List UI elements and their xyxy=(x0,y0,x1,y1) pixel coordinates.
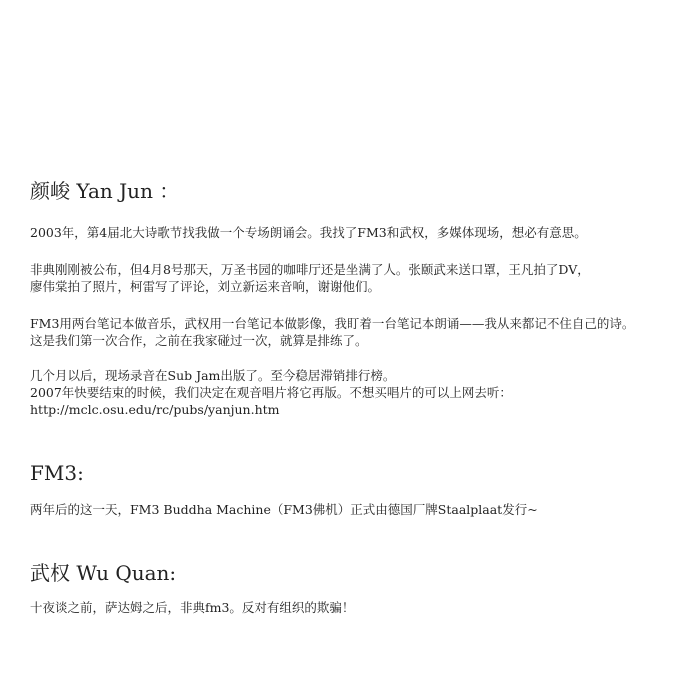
url-link[interactable]: http://mclc.osu.edu/rc/pubs/yanjun.htm xyxy=(30,402,280,417)
heading-fm3: FM3: xyxy=(30,461,84,485)
paragraph-line: 2007年快要结束的时候，我们决定在观音唱片将它再版。不想买唱片的可以上网去听： xyxy=(30,385,512,400)
heading-wu-quan: 武权 Wu Quan: xyxy=(30,561,177,585)
paragraph-line: 廖伟棠拍了照片，柯雷写了评论，刘立新运来音响，谢谢他们。 xyxy=(30,279,381,294)
paragraph-line: FM3用两台笔记本做音乐，武权用一台笔记本做影像，我盯着一台笔记本朗诵——我从来都记不住自己的诗。 xyxy=(30,316,635,331)
paragraph-line: 非典刚刚被公布，但4月8号那天，万圣书园的咖啡厅还是坐满了人。张颐武来送口罩，王凡拍了DV， xyxy=(30,262,590,277)
heading-yan-jun: 颜峻 Yan Jun ： xyxy=(30,179,180,203)
paragraph-line: 2003年，第4届北大诗歌节找我做一个专场朗诵会。我找了FM3和武权，多媒体现场，想必有意思。 xyxy=(30,225,587,240)
paragraph-line: 两年后的这一天，FM3 Buddha Machine（FM3佛机）正式由德国厂牌Staalplaat发行~ xyxy=(30,502,538,517)
paragraph-line: 十夜谈之前，萨达姆之后，非典fm3。反对有组织的欺骗！ xyxy=(30,600,355,615)
paragraph-line: 几个月以后，现场录音在Sub Jam出版了。至今稳居滞销排行榜。 xyxy=(30,368,396,383)
paragraph-line: 这是我们第一次合作，之前在我家碰过一次，就算是排练了。 xyxy=(30,333,368,348)
